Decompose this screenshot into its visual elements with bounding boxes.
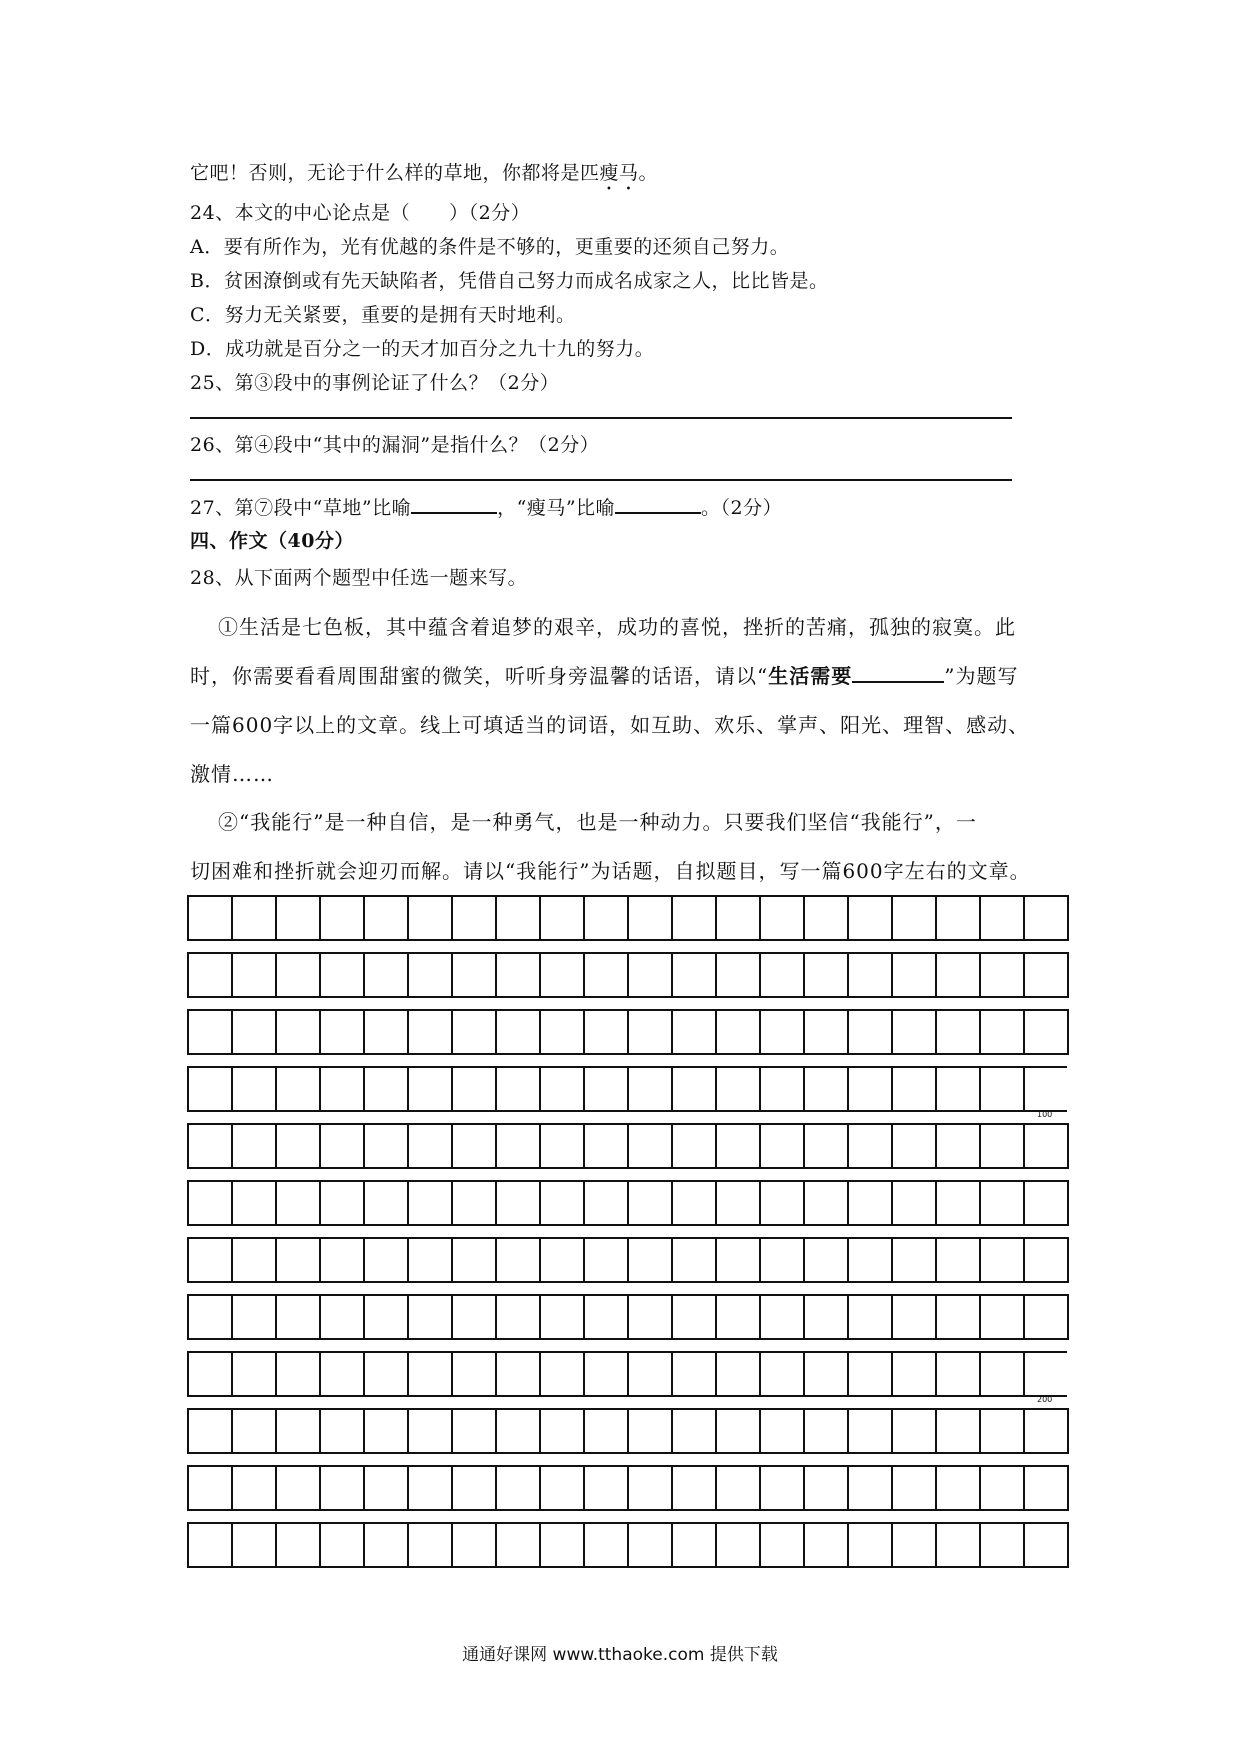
- grid-cell[interactable]: [1023, 1066, 1067, 1112]
- grid-cell[interactable]: [891, 1180, 935, 1226]
- grid-cell[interactable]: [1023, 1351, 1067, 1397]
- grid-cell[interactable]: [539, 1408, 583, 1454]
- grid-cell[interactable]: [1023, 952, 1069, 998]
- grid-cell[interactable]: [803, 1522, 847, 1568]
- grid-cell[interactable]: [319, 1180, 363, 1226]
- question-26: 26、第④段中“其中的漏洞”是指什么？（2分）: [190, 434, 600, 456]
- grid-cell[interactable]: [759, 952, 803, 998]
- grid-row: [187, 1522, 1112, 1568]
- grid-row: [187, 1066, 1112, 1119]
- grid-cell[interactable]: [891, 1351, 935, 1397]
- grid-cell[interactable]: [319, 1009, 363, 1055]
- grid-cell[interactable]: [891, 1123, 935, 1169]
- grid-cell[interactable]: [583, 1465, 627, 1511]
- grid-cell[interactable]: [715, 1180, 759, 1226]
- essay-option-2-line-2: 切困难和挫折就会迎刃而解。请以“我能行”为话题，自拟题目，写一篇600字左右的文章。: [190, 859, 1031, 883]
- grid-cell[interactable]: [759, 1180, 803, 1226]
- grid-cell[interactable]: [803, 952, 847, 998]
- grid-cell[interactable]: [847, 1465, 891, 1511]
- section-4-heading: 四、作文（40分）: [190, 530, 354, 552]
- grid-cell[interactable]: [275, 895, 319, 941]
- grid-cell[interactable]: [231, 1351, 275, 1397]
- grid-cell[interactable]: [275, 1180, 319, 1226]
- grid-cell[interactable]: [495, 1066, 539, 1112]
- grid-cell[interactable]: [935, 1294, 979, 1340]
- grid-cell[interactable]: [759, 1408, 803, 1454]
- grid-cell[interactable]: [539, 1123, 583, 1169]
- question-24-option-b: B．贫困潦倒或有先天缺陷者，凭借自己努力而成名成家之人，比比皆是。: [190, 270, 829, 292]
- grid-cell[interactable]: [803, 1009, 847, 1055]
- grid-cell[interactable]: [627, 1009, 671, 1055]
- grid-cell[interactable]: [319, 1408, 363, 1454]
- question-25: 25、第③段中的事例论证了什么？（2分）: [190, 372, 560, 394]
- grid-cell[interactable]: [671, 1180, 715, 1226]
- grid-cell[interactable]: [759, 895, 803, 941]
- grid-cell[interactable]: [495, 1408, 539, 1454]
- grid-cell[interactable]: [275, 1522, 319, 1568]
- grid-cell[interactable]: [671, 952, 715, 998]
- question-24-option-d: D．成功就是百分之一的天才加百分之九十九的努力。: [190, 338, 655, 360]
- grid-cell[interactable]: [495, 1237, 539, 1283]
- grid-cell[interactable]: [627, 1465, 671, 1511]
- grid-cell[interactable]: [231, 1180, 275, 1226]
- grid-cell[interactable]: [715, 1465, 759, 1511]
- grid-cell[interactable]: [187, 1237, 231, 1283]
- grid-cell[interactable]: [935, 1465, 979, 1511]
- grid-cell[interactable]: [627, 1351, 671, 1397]
- grid-cell[interactable]: [275, 1351, 319, 1397]
- grid-cell[interactable]: [759, 1123, 803, 1169]
- essay-option-2-line-1: ②“我能行”是一种自信，是一种勇气，也是一种动力。只要我们坚信“我能行”，一: [218, 810, 977, 834]
- grid-cell[interactable]: [275, 1066, 319, 1112]
- grid-cell[interactable]: [583, 1294, 627, 1340]
- question-24-option-c: C．努力无关紧要，重要的是拥有天时地利。: [190, 304, 576, 326]
- grid-cell[interactable]: [583, 1351, 627, 1397]
- continuation-text: 它吧！否则，无论于什么样的草地，你都将是匹: [190, 162, 600, 184]
- grid-cell[interactable]: [803, 895, 847, 941]
- grid-cell[interactable]: [627, 895, 671, 941]
- grid-cell[interactable]: [319, 1351, 363, 1397]
- grid-cell[interactable]: [935, 1408, 979, 1454]
- grid-cell[interactable]: [583, 1009, 627, 1055]
- grid-cell[interactable]: [319, 952, 363, 998]
- grid-cell[interactable]: [319, 1066, 363, 1112]
- grid-cell[interactable]: [891, 1237, 935, 1283]
- text-line-continuation: [190, 158, 658, 195]
- grid-cell[interactable]: [979, 1294, 1023, 1340]
- grid-cell[interactable]: [363, 1123, 407, 1169]
- grid-cell[interactable]: [539, 1066, 583, 1112]
- grid-cell[interactable]: [539, 1237, 583, 1283]
- grid-cell[interactable]: [979, 1123, 1023, 1169]
- grid-cell[interactable]: [319, 1237, 363, 1283]
- grid-cell[interactable]: [759, 1351, 803, 1397]
- grid-cell[interactable]: [187, 1066, 231, 1112]
- grid-cell[interactable]: [847, 1009, 891, 1055]
- grid-cell[interactable]: [671, 1294, 715, 1340]
- grid-cell[interactable]: [847, 1522, 891, 1568]
- grid-cell[interactable]: [935, 895, 979, 941]
- grid-cell[interactable]: [583, 1237, 627, 1283]
- grid-cell[interactable]: [627, 1180, 671, 1226]
- question-24-option-a: A．要有所作为，光有优越的条件是不够的，更重要的还须自己努力。: [190, 236, 790, 258]
- grid-cell[interactable]: [407, 1408, 451, 1454]
- grid-cell[interactable]: [891, 1408, 935, 1454]
- grid-cell[interactable]: [759, 1465, 803, 1511]
- grid-cell[interactable]: [627, 1123, 671, 1169]
- blank-horse-meaning[interactable]: [615, 492, 701, 514]
- essay-title-prompt: 生活需要: [768, 664, 853, 688]
- grid-cell[interactable]: [979, 1237, 1023, 1283]
- grid-cell[interactable]: [451, 1066, 495, 1112]
- grid-row: [187, 1465, 1112, 1511]
- grid-cell[interactable]: [935, 1351, 979, 1397]
- grid-cell[interactable]: [451, 1408, 495, 1454]
- continuation-punct: 。: [638, 162, 659, 184]
- grid-cell[interactable]: [759, 1294, 803, 1340]
- grid-cell[interactable]: [363, 895, 407, 941]
- grid-row: [187, 1123, 1112, 1169]
- grid-cell[interactable]: [275, 1465, 319, 1511]
- grid-cell[interactable]: [451, 1123, 495, 1169]
- grid-cell[interactable]: [275, 1408, 319, 1454]
- grid-cell[interactable]: [847, 1408, 891, 1454]
- grid-cell[interactable]: [539, 895, 583, 941]
- grid-cell[interactable]: [803, 1294, 847, 1340]
- grid-cell[interactable]: [803, 1351, 847, 1397]
- composition-grid[interactable]: [187, 895, 1112, 1579]
- grid-cell[interactable]: [407, 1522, 451, 1568]
- grid-cell[interactable]: [363, 1237, 407, 1283]
- grid-cell[interactable]: [847, 1237, 891, 1283]
- grid-cell[interactable]: [1023, 1408, 1069, 1454]
- grid-cell[interactable]: [495, 895, 539, 941]
- grid-cell[interactable]: [979, 1180, 1023, 1226]
- grid-cell[interactable]: [935, 1180, 979, 1226]
- grid-cell[interactable]: [803, 1180, 847, 1226]
- grid-cell[interactable]: [495, 1180, 539, 1226]
- grid-cell[interactable]: [451, 1465, 495, 1511]
- grid-cell[interactable]: [671, 1465, 715, 1511]
- grid-row: [187, 1351, 1112, 1404]
- grid-cell[interactable]: [407, 1009, 451, 1055]
- essay-option-1-line-2: [190, 660, 1018, 689]
- answer-line-25[interactable]: [190, 417, 1012, 419]
- emphasized-word: 瘦马: [599, 162, 639, 184]
- grid-cell[interactable]: [363, 1408, 407, 1454]
- grid-cell[interactable]: [495, 1123, 539, 1169]
- page-footer: 通通好课网 www.tthaoke.com 提供下载: [462, 1645, 778, 1665]
- grid-cell[interactable]: [847, 895, 891, 941]
- grid-cell[interactable]: [363, 1066, 407, 1112]
- grid-cell[interactable]: [979, 1522, 1023, 1568]
- grid-cell[interactable]: [539, 1009, 583, 1055]
- grid-cell[interactable]: [715, 1294, 759, 1340]
- grid-cell[interactable]: [671, 1066, 715, 1112]
- grid-cell[interactable]: [759, 1009, 803, 1055]
- grid-cell[interactable]: [1023, 1009, 1069, 1055]
- grid-cell[interactable]: [583, 1408, 627, 1454]
- essay-option-1-line-2-c: ”为题写: [944, 664, 1019, 688]
- grid-cell[interactable]: [891, 1066, 935, 1112]
- grid-cell[interactable]: [1023, 1465, 1069, 1511]
- grid-cell[interactable]: [671, 1408, 715, 1454]
- grid-cell[interactable]: [539, 952, 583, 998]
- answer-line-26[interactable]: [190, 479, 1012, 481]
- grid-cell[interactable]: [847, 1294, 891, 1340]
- grid-cell[interactable]: [759, 1237, 803, 1283]
- grid-cell[interactable]: [891, 1522, 935, 1568]
- grid-cell[interactable]: [407, 1465, 451, 1511]
- grid-cell[interactable]: [539, 1351, 583, 1397]
- grid-cell[interactable]: [495, 1465, 539, 1511]
- grid-cell[interactable]: [847, 1180, 891, 1226]
- grid-cell[interactable]: [1023, 1123, 1069, 1169]
- grid-cell[interactable]: [1023, 1522, 1069, 1568]
- grid-cell[interactable]: [803, 1465, 847, 1511]
- grid-cell[interactable]: [715, 952, 759, 998]
- grid-cell[interactable]: [891, 895, 935, 941]
- grid-cell[interactable]: [539, 1180, 583, 1226]
- grid-cell[interactable]: [231, 1009, 275, 1055]
- grid-cell[interactable]: [407, 1180, 451, 1226]
- grid-cell[interactable]: [539, 1522, 583, 1568]
- grid-cell[interactable]: [627, 1237, 671, 1283]
- grid-row: [187, 1294, 1112, 1340]
- grid-row: [187, 952, 1112, 998]
- grid-cell[interactable]: [275, 952, 319, 998]
- grid-cell[interactable]: [759, 1522, 803, 1568]
- grid-cell[interactable]: [275, 1237, 319, 1283]
- grid-cell[interactable]: [231, 895, 275, 941]
- essay-option-1-line-4: 激情……: [190, 762, 274, 786]
- blank-grass-meaning[interactable]: [411, 492, 497, 514]
- grid-cell[interactable]: [319, 1465, 363, 1511]
- grid-cell[interactable]: [891, 952, 935, 998]
- grid-cell[interactable]: [187, 1009, 231, 1055]
- grid-cell[interactable]: [187, 1180, 231, 1226]
- grid-cell[interactable]: [495, 1522, 539, 1568]
- grid-cell[interactable]: [1023, 1294, 1069, 1340]
- grid-cell[interactable]: [495, 1294, 539, 1340]
- grid-row: [187, 1180, 1112, 1226]
- grid-cell[interactable]: [803, 1408, 847, 1454]
- grid-cell[interactable]: [407, 1294, 451, 1340]
- grid-cell[interactable]: [671, 1123, 715, 1169]
- grid-cell[interactable]: [187, 1123, 231, 1169]
- grid-cell[interactable]: [759, 1066, 803, 1112]
- grid-cell[interactable]: [671, 1237, 715, 1283]
- grid-cell[interactable]: [275, 1294, 319, 1340]
- grid-cell[interactable]: [847, 1066, 891, 1112]
- grid-cell[interactable]: [979, 895, 1023, 941]
- grid-cell[interactable]: [231, 952, 275, 998]
- grid-cell[interactable]: [451, 952, 495, 998]
- grid-cell[interactable]: [539, 1465, 583, 1511]
- essay-option-1-line-1: ①生活是七色板，其中蕴含着追梦的艰辛，成功的喜悦，挫折的苦痛，孤独的寂寞。此: [218, 615, 1016, 639]
- grid-row: [187, 895, 1112, 941]
- grid-cell[interactable]: [891, 1465, 935, 1511]
- grid-cell[interactable]: [671, 1009, 715, 1055]
- grid-cell[interactable]: [891, 1294, 935, 1340]
- grid-cell[interactable]: [363, 952, 407, 998]
- blank-title-word[interactable]: [852, 661, 944, 683]
- grid-cell[interactable]: [187, 1351, 231, 1397]
- grid-cell[interactable]: [451, 1009, 495, 1055]
- grid-cell[interactable]: [671, 1522, 715, 1568]
- grid-cell[interactable]: [451, 1522, 495, 1568]
- grid-cell[interactable]: [891, 1009, 935, 1055]
- essay-option-1-line-2-a: 时，你需要看看周围甜蜜的微笑，听听身旁温馨的话语，请以“: [190, 664, 769, 688]
- grid-cell[interactable]: [935, 1066, 979, 1112]
- grid-cell[interactable]: [979, 1465, 1023, 1511]
- grid-cell[interactable]: [671, 895, 715, 941]
- grid-cell[interactable]: [363, 1180, 407, 1226]
- grid-cell[interactable]: [231, 1066, 275, 1112]
- grid-cell[interactable]: [583, 1522, 627, 1568]
- question-27: [190, 492, 782, 520]
- grid-cell[interactable]: [583, 1123, 627, 1169]
- grid-cell[interactable]: [187, 1408, 231, 1454]
- grid-row: [187, 1237, 1112, 1283]
- grid-cell[interactable]: [231, 1123, 275, 1169]
- grid-cell[interactable]: [1023, 1237, 1069, 1283]
- grid-cell[interactable]: [407, 1237, 451, 1283]
- grid-cell[interactable]: [935, 1123, 979, 1169]
- grid-cell[interactable]: [627, 1294, 671, 1340]
- grid-cell[interactable]: [187, 1294, 231, 1340]
- grid-cell[interactable]: [627, 952, 671, 998]
- grid-cell[interactable]: [495, 1351, 539, 1397]
- grid-cell[interactable]: [187, 1522, 231, 1568]
- grid-cell[interactable]: [363, 1009, 407, 1055]
- question-24: 24、本文的中心论点是（ ）（2分）: [190, 202, 531, 224]
- grid-cell[interactable]: [451, 1294, 495, 1340]
- grid-cell[interactable]: [231, 1237, 275, 1283]
- grid-mark-100: 100: [1037, 1110, 1053, 1119]
- grid-cell[interactable]: [583, 895, 627, 941]
- grid-cell[interactable]: [407, 1351, 451, 1397]
- grid-cell[interactable]: [231, 1465, 275, 1511]
- grid-cell[interactable]: [715, 1522, 759, 1568]
- grid-cell[interactable]: [803, 1066, 847, 1112]
- grid-cell[interactable]: [935, 952, 979, 998]
- grid-cell[interactable]: [803, 1123, 847, 1169]
- question-27-part-a: 27、第⑦段中“草地”比喻: [190, 497, 412, 519]
- grid-cell[interactable]: [363, 1465, 407, 1511]
- grid-cell[interactable]: [319, 895, 363, 941]
- grid-cell[interactable]: [715, 1123, 759, 1169]
- grid-cell[interactable]: [451, 1180, 495, 1226]
- grid-cell[interactable]: [407, 952, 451, 998]
- grid-cell[interactable]: [847, 952, 891, 998]
- grid-cell[interactable]: [495, 952, 539, 998]
- grid-cell[interactable]: [407, 895, 451, 941]
- grid-cell[interactable]: [979, 1408, 1023, 1454]
- grid-cell[interactable]: [363, 1351, 407, 1397]
- grid-cell[interactable]: [715, 1351, 759, 1397]
- grid-cell[interactable]: [803, 1237, 847, 1283]
- grid-cell[interactable]: [275, 1009, 319, 1055]
- grid-cell[interactable]: [495, 1009, 539, 1055]
- grid-cell[interactable]: [407, 1066, 451, 1112]
- grid-cell[interactable]: [935, 1237, 979, 1283]
- essay-option-1-line-3: 一篇600字以上的文章。线上可填适当的词语，如互助、欢乐、掌声、阳光、理智、感动、: [190, 713, 1030, 737]
- grid-cell[interactable]: [979, 1009, 1023, 1055]
- grid-cell[interactable]: [935, 1009, 979, 1055]
- grid-cell[interactable]: [319, 1294, 363, 1340]
- grid-cell[interactable]: [715, 895, 759, 941]
- grid-cell[interactable]: [231, 1522, 275, 1568]
- grid-cell[interactable]: [451, 1237, 495, 1283]
- grid-cell[interactable]: [627, 1522, 671, 1568]
- grid-cell[interactable]: [1023, 1180, 1069, 1226]
- grid-cell[interactable]: [187, 1465, 231, 1511]
- grid-cell[interactable]: [979, 1351, 1023, 1397]
- grid-cell[interactable]: [363, 1522, 407, 1568]
- grid-cell[interactable]: [1023, 895, 1069, 941]
- grid-row: [187, 1408, 1112, 1454]
- question-27-part-c: 。（2分）: [701, 497, 783, 519]
- grid-cell[interactable]: [935, 1522, 979, 1568]
- grid-cell[interactable]: [979, 1066, 1023, 1112]
- grid-cell[interactable]: [319, 1522, 363, 1568]
- grid-cell[interactable]: [451, 895, 495, 941]
- grid-cell[interactable]: [407, 1123, 451, 1169]
- grid-cell[interactable]: [847, 1351, 891, 1397]
- grid-cell[interactable]: [231, 1294, 275, 1340]
- grid-cell[interactable]: [231, 1408, 275, 1454]
- grid-cell[interactable]: [583, 1066, 627, 1112]
- grid-cell[interactable]: [715, 1066, 759, 1112]
- grid-cell[interactable]: [275, 1123, 319, 1169]
- question-28: 28、从下面两个题型中任选一题来写。: [190, 567, 528, 589]
- grid-row: [187, 1009, 1112, 1055]
- grid-cell[interactable]: [187, 952, 231, 998]
- grid-cell[interactable]: [319, 1123, 363, 1169]
- grid-cell[interactable]: [583, 952, 627, 998]
- grid-cell[interactable]: [539, 1294, 583, 1340]
- grid-cell[interactable]: [627, 1066, 671, 1112]
- grid-cell[interactable]: [847, 1123, 891, 1169]
- grid-cell[interactable]: [627, 1408, 671, 1454]
- grid-cell[interactable]: [715, 1009, 759, 1055]
- grid-mark-200: 200: [1037, 1395, 1053, 1404]
- question-27-part-b: ，“瘦马”比喻: [497, 497, 616, 519]
- grid-cell[interactable]: [363, 1294, 407, 1340]
- grid-cell[interactable]: [187, 895, 231, 941]
- grid-cell[interactable]: [451, 1351, 495, 1397]
- grid-cell[interactable]: [583, 1180, 627, 1226]
- grid-cell[interactable]: [979, 952, 1023, 998]
- grid-cell[interactable]: [715, 1237, 759, 1283]
- grid-cell[interactable]: [715, 1408, 759, 1454]
- grid-cell[interactable]: [671, 1351, 715, 1397]
